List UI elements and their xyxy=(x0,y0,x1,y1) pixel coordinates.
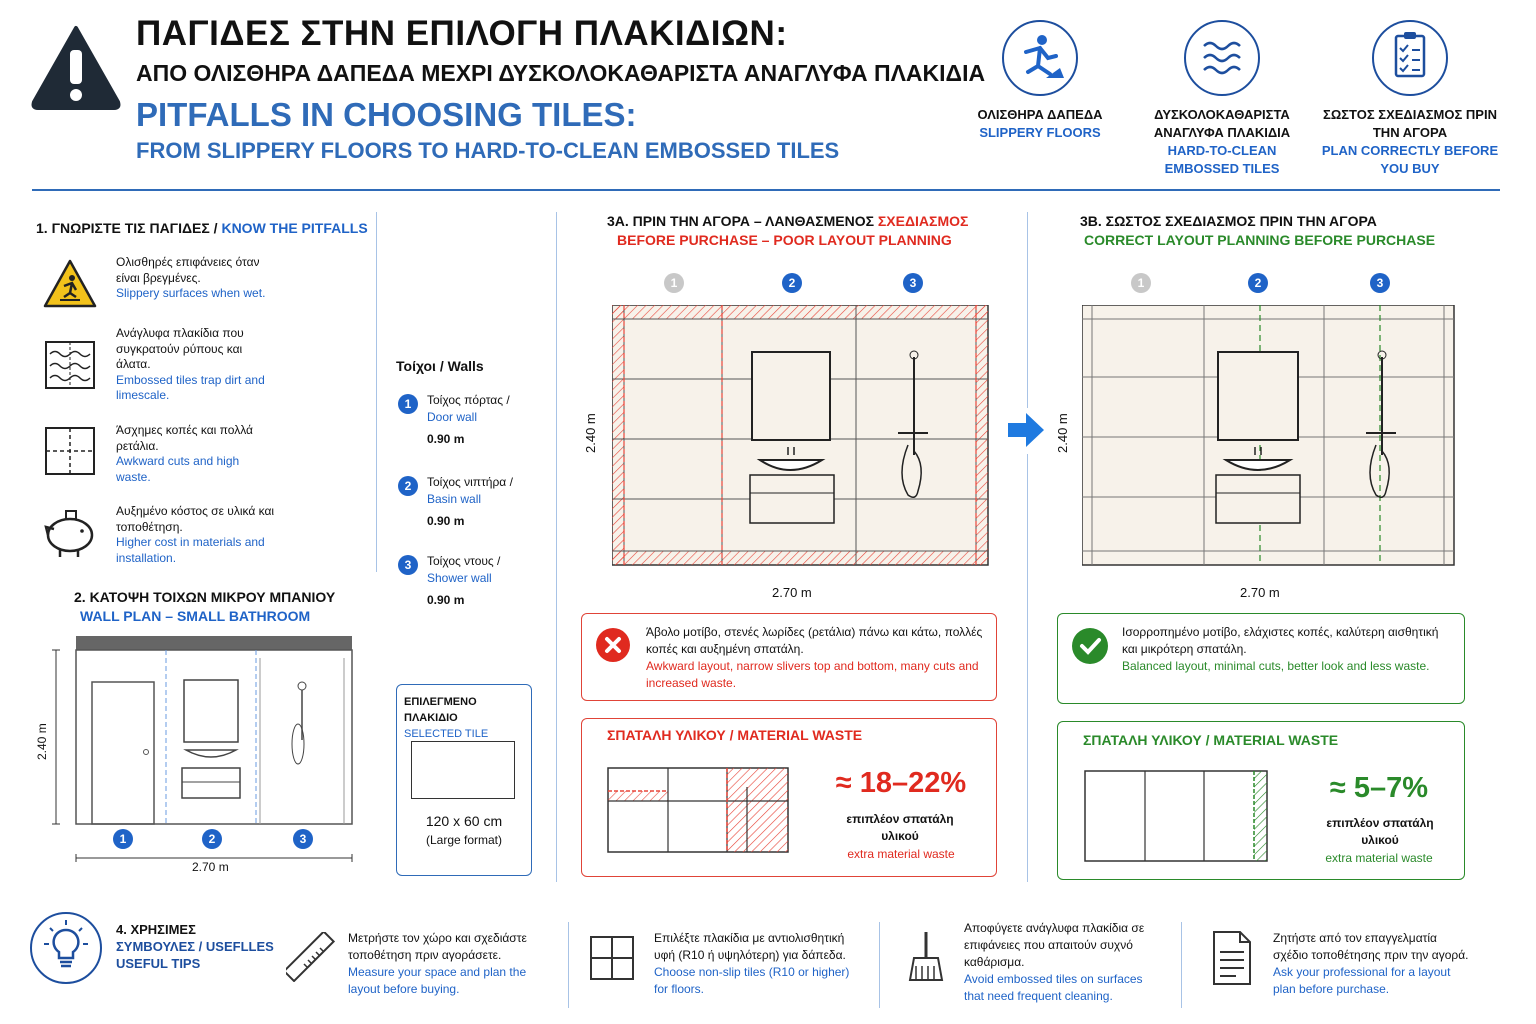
wall-name-gr: Τοίχος πόρτας / xyxy=(427,393,510,407)
pitfalls-title-gr: 1. ΓΝΩΡΙΣΤΕ ΤΙΣ ΠΑΓΙΔΕΣ / xyxy=(36,220,218,236)
pitfall-text-en: Higher cost in materials and installation. xyxy=(116,535,265,565)
pitfall-text-en: Embossed tiles trap dirt and limescale. xyxy=(116,372,265,402)
cut-tile-icon xyxy=(44,426,96,481)
header-label-gr: ΣΩΣΤΟΣ ΣΧΕΔΙΑΣΜΟΣ ΠΡΙΝ ΤΗΝ ΑΓΟΡΑ xyxy=(1323,107,1497,140)
poor-message-en: Awkward layout, narrow slivers top and bottom, many cuts and increased waste. xyxy=(646,659,979,690)
poor-message-box xyxy=(581,613,997,701)
wall-size: 0.90 m xyxy=(427,593,465,607)
wall-number-2: 2 xyxy=(1248,273,1268,293)
lightbulb-icon xyxy=(30,912,102,984)
broom-icon xyxy=(904,930,948,989)
header-label-en: SLIPPERY FLOORS xyxy=(979,125,1101,140)
poor-waste-gr: επιπλέον σπατάλη υλικού xyxy=(846,812,954,843)
column-divider xyxy=(568,922,569,1008)
tip-text-gr: Ζητήστε από τον επαγγελματία σχέδιο τοποθέτησης πριν την αγορά. xyxy=(1273,931,1469,962)
wall-name-gr: Τοίχος ντους / xyxy=(427,554,501,568)
good-waste-en: extra material waste xyxy=(1325,851,1433,865)
poor-height-label: 2.40 m xyxy=(583,413,598,453)
wall-name-en: Basin wall xyxy=(427,492,482,506)
poor-title-en: BEFORE PURCHASE – POOR LAYOUT PLANNING xyxy=(617,232,952,248)
page-subtitle-en: FROM SLIPPERY FLOORS TO HARD-TO-CLEAN EMBOSSED TILES xyxy=(136,138,840,163)
checklist-icon xyxy=(1372,20,1448,96)
good-waste-gr: επιπλέον σπατάλη υλικού xyxy=(1326,816,1434,847)
header-label-gr: ΔΥΣΚΟΛΟΚΑΘΑΡΙΣΤΑ ΑΝΑΓΛΥΦΑ ΠΛΑΚΙΔΙΑ xyxy=(1153,107,1291,140)
good-title-gr: 3Β. ΣΩΣΤΟΣ ΣΧΕΔΙΑΣΜΟΣ ΠΡΙΝ ΤΗΝ ΑΓΟΡΑ xyxy=(1080,213,1377,229)
good-height-label: 2.40 m xyxy=(1055,413,1070,453)
selected-tile-format: (Large format) xyxy=(425,833,503,847)
column-divider xyxy=(376,212,377,572)
good-layout-drawing xyxy=(1082,305,1456,572)
good-message-gr: Ισορροπημένο μοτίβο, ελάχιστες κοπές, καλύτερη αισθητική και μικρότερη σπατάλη. xyxy=(1122,625,1439,656)
good-title-en: CORRECT LAYOUT PLANNING BEFORE PURCHASE xyxy=(1084,232,1436,248)
poor-waste-en: extra material waste xyxy=(847,847,955,861)
wall-name-en: Door wall xyxy=(427,410,478,424)
wall-item xyxy=(396,553,500,613)
wall-number-2: 2 xyxy=(782,273,802,293)
wall-size: 0.90 m xyxy=(427,432,465,446)
arrow-right-icon xyxy=(1006,410,1046,455)
check-icon xyxy=(1072,628,1108,664)
column-divider xyxy=(1027,212,1028,408)
tile-grid-icon xyxy=(589,935,635,986)
slipping-person-icon xyxy=(1002,20,1078,96)
tips-title xyxy=(116,921,274,972)
tip-text-en: Avoid embossed tiles on surfaces that need frequent cleaning. xyxy=(964,972,1143,1003)
tile-sample xyxy=(411,741,515,799)
good-message-en: Balanced layout, minimal cuts, better look and less waste. xyxy=(1122,659,1430,673)
wall-name-en: Shower wall xyxy=(427,571,492,585)
poor-layout-drawing xyxy=(612,305,990,572)
tip-text-en: Choose non-slip tiles (R10 or higher) for floors. xyxy=(654,965,850,996)
page-subtitle-gr: ΑΠΟ ΟΛΙΣΘΗΡΑ ΔΑΠΕΔΑ ΜΕΧΡΙ ΔΥΣΚΟΛΟΚΑΘΑΡΙΣΤΑ ΑΝΑΓΛΥΦΑ ΠΛΑΚΙΔΙΑ xyxy=(136,60,986,86)
poor-waste-box xyxy=(581,718,997,877)
wall-number-2: 2 xyxy=(202,829,222,849)
poor-waste-value: ≈ 18–22% xyxy=(835,767,967,799)
wall-number-1: 1 xyxy=(113,829,133,849)
poor-waste-title: ΣΠΑΤΑΛΗ ΥΛΙΚΟΥ / MATERIAL WASTE xyxy=(607,727,863,743)
good-waste-box xyxy=(1057,721,1465,880)
good-waste-title: ΣΠΑΤΑΛΗ ΥΛΙΚΟΥ / MATERIAL WASTE xyxy=(1083,732,1339,748)
tip-text-gr: Επιλέξτε πλακίδια με αντιολισθητική υφή (R10 ή υψηλότερη) για δάπεδα. xyxy=(654,931,846,962)
pitfall-text-gr: Ολισθηρές επιφάνειες όταν είναι βρεγμένες. xyxy=(116,255,260,285)
selected-tile-size: 120 x 60 cm xyxy=(425,813,503,829)
wall-item xyxy=(396,392,510,452)
poor-waste-diagram xyxy=(607,767,791,860)
plan-width-label: 2.70 m xyxy=(192,860,229,874)
warning-icon xyxy=(30,22,122,110)
wall-item xyxy=(396,474,513,534)
poor-title-gr-text: 3Α. ΠΡΙΝ ΤΗΝ ΑΓΟΡΑ – ΛΑΝΘΑΣΜΕΝΟΣ xyxy=(607,213,875,229)
pitfall-text-gr: Άσχημες κοπές και πολλά ρετάλια. xyxy=(116,423,253,453)
walls-title xyxy=(396,358,484,374)
column-divider xyxy=(556,212,557,882)
pitfall-text-gr: Ανάγλυφα πλακίδια που συγκρατούν ρύπους και άλατα. xyxy=(116,326,244,371)
poor-title-gr xyxy=(607,213,968,229)
selected-tile-card xyxy=(396,684,532,876)
document-icon xyxy=(1210,930,1254,991)
error-x-icon xyxy=(596,628,630,662)
pitfall-text-gr: Αυξημένο κόστος σε υλικά και τοποθέτηση. xyxy=(116,504,275,534)
wall-number: 2 xyxy=(398,476,418,496)
pitfall-text-en: Awkward cuts and high waste. xyxy=(116,454,240,484)
wall-number-3: 3 xyxy=(903,273,923,293)
header-divider xyxy=(32,189,1500,191)
piggy-bank-icon xyxy=(40,505,100,566)
plan-title-en: WALL PLAN – SMALL BATHROOM xyxy=(80,608,311,624)
plan-title-gr: 2. ΚΑΤΟΨΗ ΤΟΙΧΩΝ ΜΙΚΡΟΥ ΜΠΑΝΙΟΥ xyxy=(74,589,336,605)
wall-number-1: 1 xyxy=(664,273,684,293)
poor-message-gr: Άβολο μοτίβο, στενές λωρίδες (ρετάλια) πάνω και κάτω, πολλές κοπές και αυξημένη σπατάλη. xyxy=(646,625,983,656)
tip-text-gr: Αποφύγετε ανάγλυφα πλακίδια σε επιφάνειες που απαιτούν συχνό καθάρισμα. xyxy=(964,921,1145,969)
wall-name-gr: Τοίχος νιπτήρα / xyxy=(427,475,513,489)
wall-number-3: 3 xyxy=(1370,273,1390,293)
tip-text-en: Measure your space and plan the layout before buying. xyxy=(348,965,527,996)
poor-title-gr-red: ΣΧΕΔΙΑΣΜΟΣ xyxy=(877,213,969,229)
tip-text-gr: Μετρήστε τον χώρο και σχεδιάστε τοποθέτηση πριν αγοράσετε. xyxy=(348,931,527,962)
tips-title-gr: 4. ΧΡΗΣΙΜΕΣ xyxy=(116,922,196,937)
wall-size: 0.90 m xyxy=(427,514,465,528)
wall-number: 3 xyxy=(398,555,418,575)
walls-title-text: Τοίχοι / Walls xyxy=(396,358,484,374)
column-divider xyxy=(1181,922,1182,1008)
poor-width-label: 2.70 m xyxy=(772,585,812,600)
wall-number-1: 1 xyxy=(1131,273,1151,293)
wall-number: 1 xyxy=(398,394,418,414)
header-label-en: PLAN CORRECTLY BEFORE YOU BUY xyxy=(1321,143,1499,176)
plan-height-label: 2.40 m xyxy=(35,723,49,760)
header-label-en: HARD-TO-CLEAN EMBOSSED TILES xyxy=(1164,143,1280,176)
pitfalls-title-en: KNOW THE PITFALLS xyxy=(221,220,368,236)
good-width-label: 2.70 m xyxy=(1240,585,1280,600)
column-divider xyxy=(879,922,880,1008)
selected-tile-title-gr: ΕΠΙΛΕΓΜΕΝΟ ΠΛΑΚΙΔΙΟ xyxy=(404,696,477,724)
waves-icon xyxy=(1184,20,1260,96)
page-title-gr: ΠΑΓΙΔΕΣ ΣΤΗΝ ΕΠΙΛΟΓΗ ΠΛΑΚΙΔΙΩΝ: xyxy=(136,14,788,53)
pitfall-text-en: Slippery surfaces when wet. xyxy=(116,286,266,300)
tips-title-gr2: ΣΥΜΒΟΥΛΕΣ / USEFLLES xyxy=(116,939,274,954)
embossed-tile-icon xyxy=(44,340,96,395)
wet-floor-warning-icon xyxy=(42,258,98,315)
good-message-box xyxy=(1057,613,1465,704)
page-title-en: PITFALLS IN CHOOSING TILES: xyxy=(136,96,637,133)
wall-number-3: 3 xyxy=(293,829,313,849)
good-waste-value: ≈ 5–7% xyxy=(1329,772,1429,804)
selected-tile-title-en: SELECTED TILE xyxy=(404,728,489,740)
header-label-gr: ΟΛΙΣΘΗΡΑ ΔΑΠΕΔΑ xyxy=(977,107,1103,122)
column-divider xyxy=(1027,454,1028,882)
tips-title-en: USEFUL TIPS xyxy=(116,956,201,971)
good-waste-diagram xyxy=(1084,770,1270,869)
ruler-icon xyxy=(286,932,336,987)
tip-text-en: Ask your professional for a layout plan before purchase. xyxy=(1273,965,1451,996)
pitfalls-title xyxy=(36,220,368,236)
